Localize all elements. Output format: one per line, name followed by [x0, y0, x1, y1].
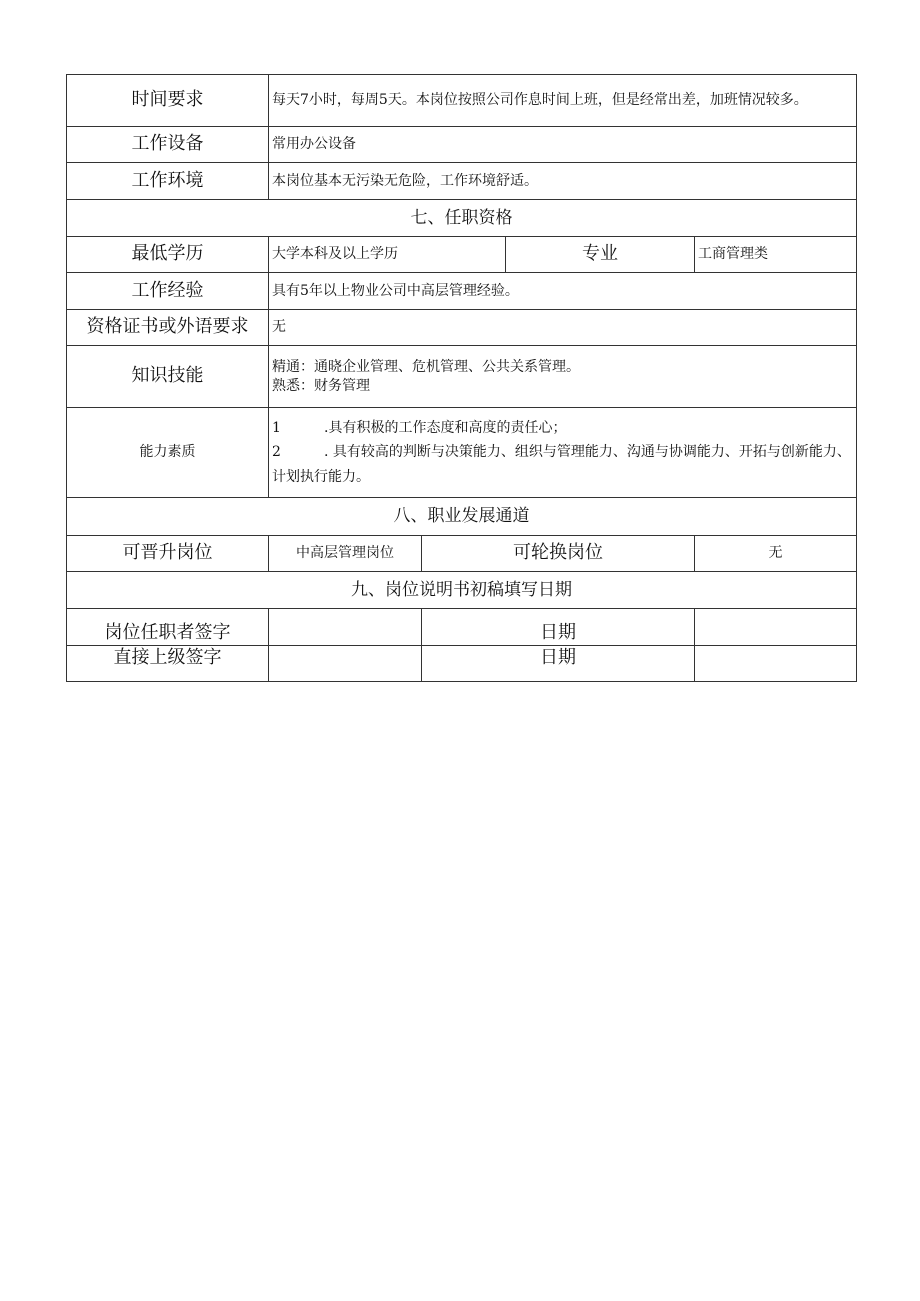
certificate-value: 无 [269, 310, 857, 346]
work-environment-label: 工作环境 [67, 163, 269, 200]
certificate-label: 资格证书或外语要求 [67, 310, 269, 346]
time-requirement-value: 每天7小时，每周5天。本岗位按照公司作息时间上班，但是经常出差，加班情况较多。 [269, 75, 857, 127]
section-9-title: 九、岗位说明书初稿填写日期 [67, 572, 857, 609]
section-8-title: 八、职业发展通道 [67, 498, 857, 536]
row-time-requirement [67, 75, 857, 127]
work-environment-value: 本岗位基本无污染无危险，工作环境舒适。 [269, 163, 857, 200]
holder-date-field[interactable] [695, 609, 857, 646]
education-value: 大学本科及以上学历 [269, 237, 506, 273]
ability-item-text: .具有积极的工作态度和高度的责任心； [324, 419, 567, 436]
promote-label: 可晋升岗位 [67, 536, 269, 572]
row-ability [67, 408, 857, 498]
major-value: 工商管理类 [695, 237, 857, 273]
promote-value: 中高层管理岗位 [269, 536, 422, 572]
row-work-equipment [67, 127, 857, 163]
major-label: 专业 [506, 237, 695, 273]
ability-item-number: 1 [272, 419, 281, 436]
ability-value [269, 408, 857, 498]
section-7-header [67, 200, 857, 237]
supervisor-sign-field[interactable] [269, 646, 422, 682]
rotate-label: 可轮换岗位 [422, 536, 695, 572]
supervisor-sign-label: 直接上级签字 [67, 646, 269, 682]
rotate-value: 无 [695, 536, 857, 572]
row-certificate [67, 310, 857, 346]
education-label: 最低学历 [67, 237, 269, 273]
holder-date-label: 日期 [422, 609, 695, 646]
row-holder-signature [67, 609, 857, 646]
row-education [67, 237, 857, 273]
holder-sign-label: 岗位任职者签字 [67, 609, 269, 646]
row-supervisor-signature [67, 646, 857, 682]
section-8-header [67, 498, 857, 536]
holder-sign-field[interactable] [269, 609, 422, 646]
knowledge-line-familiar: 熟悉：财务管理 [272, 377, 370, 394]
work-equipment-label: 工作设备 [67, 127, 269, 163]
ability-item-text: . 具有较高的判断与决策能力、组织与管理能力、沟通与协调能力、开拓与创新能力、计划执行能力。 [272, 444, 851, 485]
ability-item [272, 440, 853, 489]
ability-item [272, 416, 853, 441]
row-work-environment [67, 163, 857, 200]
job-description-table [66, 74, 857, 682]
supervisor-date-field[interactable] [695, 646, 857, 682]
knowledge-label: 知识技能 [67, 346, 269, 408]
time-requirement-label: 时间要求 [67, 75, 269, 127]
ability-item-number: 2 [272, 444, 281, 461]
experience-value: 具有5年以上物业公司中高层管理经验。 [269, 273, 857, 310]
ability-label: 能力素质 [67, 408, 269, 498]
row-experience [67, 273, 857, 310]
work-equipment-value: 常用办公设备 [269, 127, 857, 163]
section-9-header [67, 572, 857, 609]
knowledge-value [269, 346, 857, 408]
row-knowledge [67, 346, 857, 408]
knowledge-line-proficient: 精通：通晓企业管理、危机管理、公共关系管理。 [272, 358, 580, 375]
supervisor-date-label: 日期 [422, 646, 695, 682]
section-7-title: 七、任职资格 [67, 200, 857, 237]
experience-label: 工作经验 [67, 273, 269, 310]
row-career-path [67, 536, 857, 572]
